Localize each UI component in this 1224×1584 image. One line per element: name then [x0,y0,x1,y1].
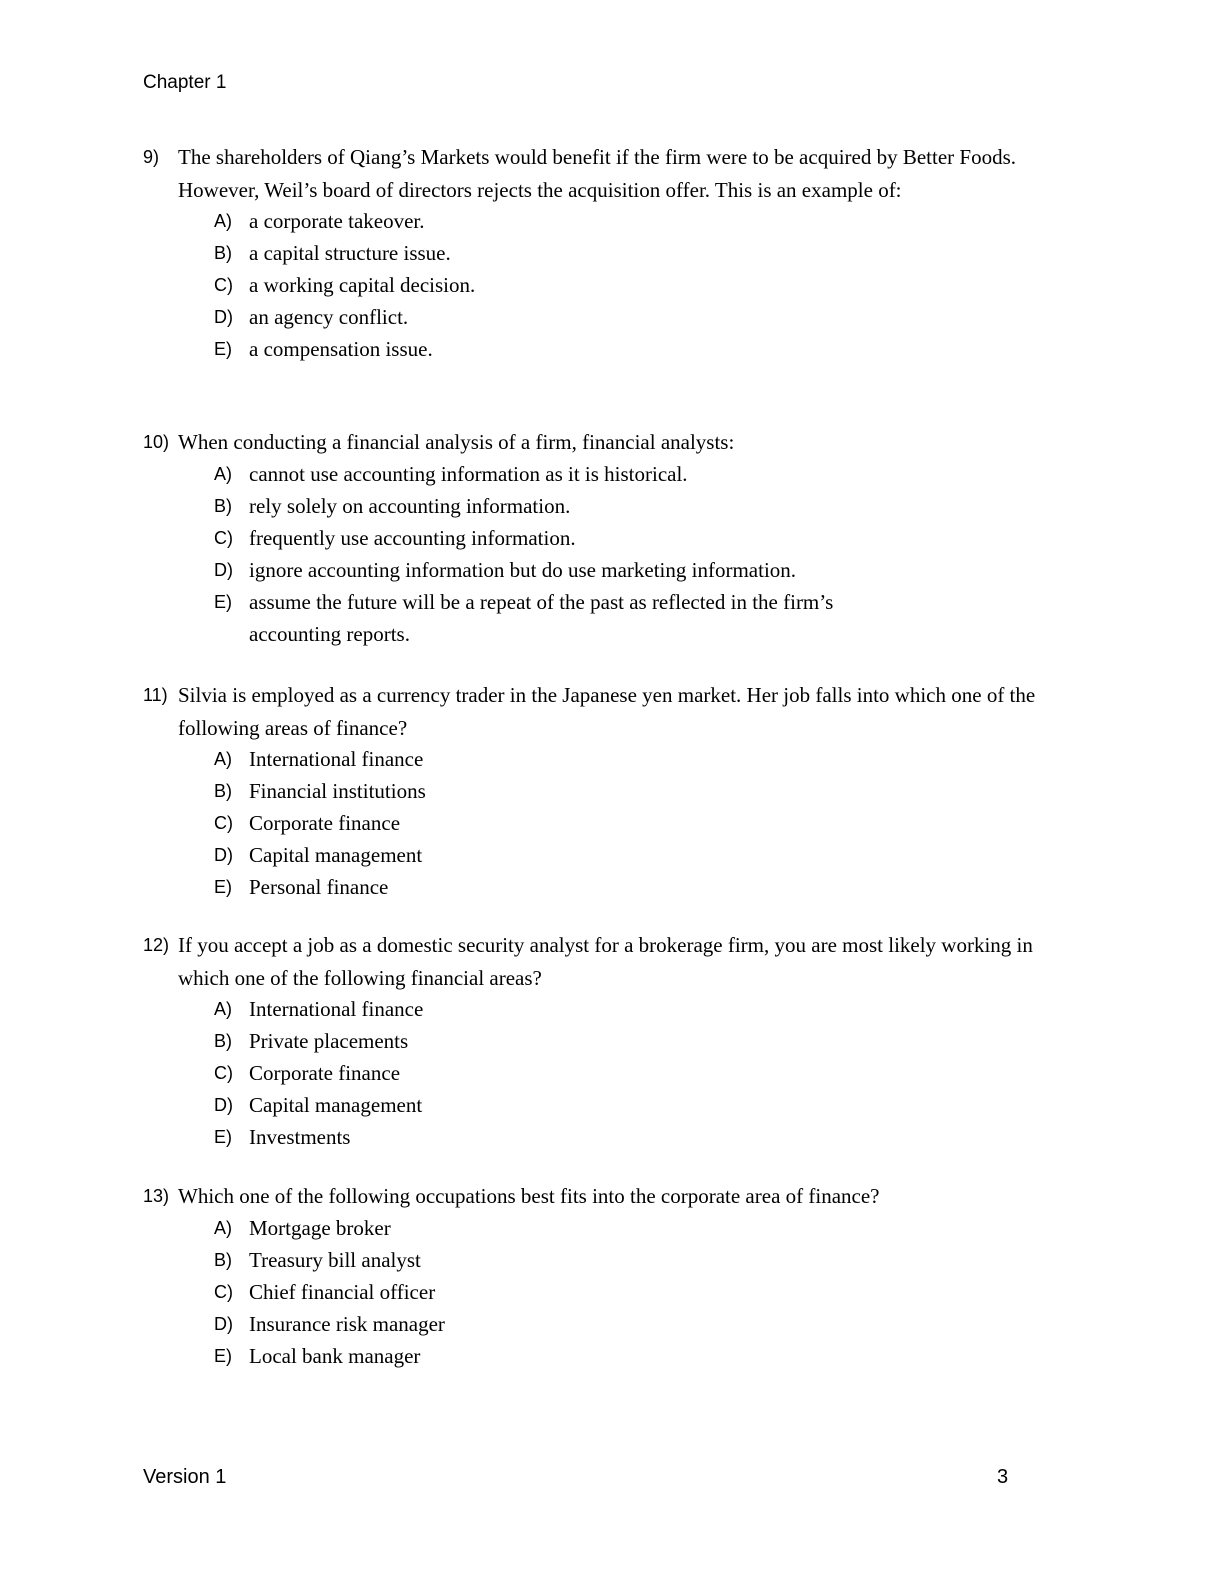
option-letter: E) [214,339,232,359]
answer-option [143,1057,1063,1089]
option-letter: C) [214,275,233,295]
question-13 [143,1180,1063,1372]
answer-option [143,586,929,650]
question-text: Silvia is employed as a currency trader in the Japanese yen market. Her job falls into which one of the following areas of finance? [178,683,1036,740]
question-stem [143,141,1063,206]
question-stem [143,929,1063,994]
option-letter: A) [214,749,232,769]
version-label: Version 1 [143,1466,227,1488]
question-number: 13) [143,1186,170,1206]
option-letter: D) [214,307,233,327]
option-text: Personal finance [249,875,389,899]
option-letter: A) [214,463,232,484]
question-stem [143,426,1063,459]
question-text: The shareholders of Qiang’s Markets would benefit if the firm were to be acquired by Better Foods. However, Weil’s board of directors rejects the acquisition offer. This is an example of: [178,145,1017,202]
option-text: Corporate finance [249,1061,401,1085]
option-letter: B) [214,243,232,263]
question-number: 11) [143,685,168,705]
answer-options [143,1212,1063,1372]
answer-option [143,522,1063,554]
option-letter: E) [214,1127,232,1147]
answer-option [143,1276,1063,1308]
option-text: frequently use accounting information. [249,525,576,550]
option-letter: C) [214,813,233,833]
option-letter: C) [214,527,233,548]
answer-option [143,490,1063,522]
answer-option [143,775,1063,807]
answer-option [143,993,1063,1025]
option-text: ignore accounting information but do use marketing information. [249,557,797,582]
answer-options [143,993,1063,1153]
option-text: Financial institutions [249,779,426,803]
question-stem [143,1180,1063,1213]
question-stem [143,679,1063,744]
option-text: a compensation issue. [249,337,433,361]
answer-option [143,458,1063,490]
question-11 [143,679,1063,903]
answer-option [143,269,1063,301]
answer-options [143,458,1063,650]
question-number: 12) [143,935,170,955]
answer-option [143,333,1063,365]
option-text: International finance [249,747,424,771]
answer-options [143,205,1063,365]
question-number: 9) [143,147,160,167]
question-9 [143,141,1063,365]
answer-option [143,1340,1063,1372]
option-text: Mortgage broker [249,1215,391,1240]
answer-option [143,1089,1063,1121]
option-text: International finance [249,997,424,1021]
option-text: Capital management [249,843,423,867]
answer-option [143,871,1063,903]
option-letter: B) [214,1249,232,1270]
option-letter: E) [214,591,232,612]
answer-option [143,743,1063,775]
option-letter: D) [214,1313,233,1334]
option-letter: B) [214,781,232,801]
option-text: Investments [249,1125,351,1149]
question-text: Which one of the following occupations best fits into the corporate area of finance? [178,1184,880,1208]
answer-option [143,554,1063,586]
question-12 [143,929,1063,1153]
answer-option [143,205,1063,237]
option-letter: B) [214,1031,232,1051]
option-letter: E) [214,1345,232,1366]
option-letter: D) [214,845,233,865]
option-text: Private placements [249,1029,409,1053]
answer-option [143,301,1063,333]
option-letter: C) [214,1063,233,1083]
answer-option [143,237,1063,269]
option-letter: A) [214,1217,232,1238]
option-text: a corporate takeover. [249,209,425,233]
option-text: Insurance risk manager [249,1311,445,1336]
option-letter: D) [214,559,233,580]
option-letter: B) [214,495,232,516]
option-letter: D) [214,1095,233,1115]
answer-option [143,839,1063,871]
answer-option [143,1025,1063,1057]
answer-option [143,1121,1063,1153]
option-text: a capital structure issue. [249,241,451,265]
answer-option [143,1244,1063,1276]
option-letter: E) [214,877,232,897]
option-letter: C) [214,1281,233,1302]
question-text: If you accept a job as a domestic security analyst for a brokerage firm, you are most likely working in which one of the following financial areas? [178,933,1033,990]
option-letter: A) [214,211,232,231]
option-text: Corporate finance [249,811,401,835]
option-text: assume the future will be a repeat of the past as reflected in the firm’s accounting reports. [249,589,834,646]
option-text: Local bank manager [249,1343,421,1368]
option-text: Capital management [249,1093,423,1117]
page-number: 3 [997,1466,1009,1488]
answer-option [143,1308,1063,1340]
answer-option [143,1212,1063,1244]
option-text: rely solely on accounting information. [249,493,571,518]
option-text: Chief financial officer [249,1279,436,1304]
question-text: When conducting a financial analysis of a firm, financial analysts: [178,430,735,454]
option-text: a working capital decision. [249,273,476,297]
answer-options [143,743,1063,903]
answer-option [143,807,1063,839]
option-text: Treasury bill analyst [249,1247,421,1272]
question-10 [143,426,1063,650]
chapter-header: Chapter 1 [143,72,227,93]
option-text: an agency conflict. [249,305,409,329]
option-text: cannot use accounting information as it is historical. [249,461,688,486]
option-letter: A) [214,999,232,1019]
question-number: 10) [143,432,170,452]
